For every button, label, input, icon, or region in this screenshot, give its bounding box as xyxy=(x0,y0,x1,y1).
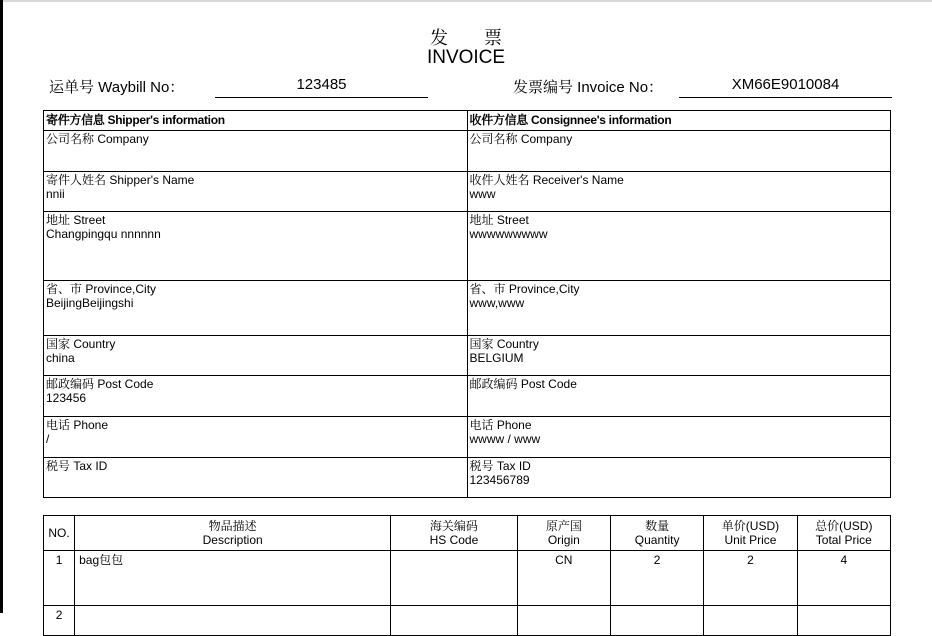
col-hs-header xyxy=(391,516,517,551)
header-en: Total Price xyxy=(815,533,872,547)
title-cn: 发票 xyxy=(430,28,538,48)
consignee-province: www,www xyxy=(469,296,525,310)
header-en: Description xyxy=(202,533,263,547)
waybill-label: 运单号 Waybill No： xyxy=(49,79,185,96)
field-label: 公司名称 Company xyxy=(46,132,149,146)
consignee-country-cell xyxy=(467,336,891,376)
shipper-name-cell xyxy=(44,172,468,212)
row-quantity xyxy=(610,606,703,636)
row-no: 1 xyxy=(44,551,75,606)
col-origin-header xyxy=(517,516,610,551)
field-label: 税号 Tax ID xyxy=(469,459,531,473)
consignee-name-cell xyxy=(467,172,891,212)
field-label: 电话 Phone xyxy=(469,418,532,432)
field-label: 省、市 Province,City xyxy=(46,282,157,296)
header-cn: 数量 xyxy=(645,519,670,533)
field-label: 国家 Country xyxy=(46,337,116,351)
shipper-country-cell xyxy=(44,336,468,376)
col-total-header xyxy=(797,516,890,551)
row-total-price: 4 xyxy=(797,551,890,606)
consignee-heading: 收件方信息 Consignnee's information xyxy=(467,111,891,131)
col-no-header: NO. xyxy=(44,516,75,551)
page-left-edge xyxy=(0,0,3,613)
header-en: Origin xyxy=(547,533,580,547)
field-label: 电话 Phone xyxy=(46,418,109,432)
consignee-postcode-cell xyxy=(467,376,891,417)
page-top-edge xyxy=(0,0,932,2)
field-label: 邮政编码 Post Code xyxy=(46,377,154,391)
field-label: 寄件人姓名 Shipper's Name xyxy=(46,173,195,187)
row-description xyxy=(75,606,391,636)
header-cn: 原产国 xyxy=(545,519,582,533)
shipper-postcode: 123456 xyxy=(46,391,87,405)
consignee-name: www xyxy=(469,187,496,201)
header-cn: 物品描述 xyxy=(208,519,257,533)
invoice-value: XM66E9010084 xyxy=(679,76,892,98)
consignee-province-cell xyxy=(467,281,891,336)
consignee-country: BELGIUM xyxy=(469,351,524,365)
shipper-street: Changpingqu nnnnnn xyxy=(46,227,161,241)
shipper-heading: 寄件方信息 Shipper's information xyxy=(44,111,468,131)
consignee-company-cell xyxy=(467,131,891,172)
header-cn: 单价(USD) xyxy=(721,519,780,533)
col-desc-header xyxy=(75,516,391,551)
field-label: 税号 Tax ID xyxy=(46,459,108,473)
shipper-street-cell xyxy=(44,212,468,281)
header-en: HS Code xyxy=(429,533,479,547)
row-hs-code xyxy=(391,551,517,606)
consignee-phone: wwww / www xyxy=(469,432,541,446)
field-label: 地址 Street xyxy=(46,213,106,227)
consignee-taxid-cell xyxy=(467,458,891,498)
table-row xyxy=(44,606,891,636)
row-quantity: 2 xyxy=(610,551,703,606)
shipper-name: nnii xyxy=(46,187,65,201)
field-label: 省、市 Province,City xyxy=(469,282,580,296)
field-label: 收件人姓名 Receiver's Name xyxy=(469,173,624,187)
shipper-company-cell xyxy=(44,131,468,172)
consignee-street: wwwwwwwww xyxy=(469,227,548,241)
header-cn: 海关编码 xyxy=(429,519,478,533)
row-total-price xyxy=(797,606,890,636)
consignee-taxid: 123456789 xyxy=(469,473,530,487)
row-origin: CN xyxy=(517,551,610,606)
col-unit-header xyxy=(704,516,797,551)
row-unit-price: 2 xyxy=(704,551,797,606)
header-en: Quantity xyxy=(634,533,680,547)
row-hs-code xyxy=(391,606,517,636)
waybill-value: 123485 xyxy=(215,76,428,98)
consignee-phone-cell xyxy=(467,417,891,458)
row-origin xyxy=(517,606,610,636)
row-unit-price xyxy=(704,606,797,636)
row-description: bag包包 xyxy=(75,551,391,606)
shipper-phone: / xyxy=(46,432,50,446)
items-header-row xyxy=(44,516,891,551)
field-label: 邮政编码 Post Code xyxy=(469,377,577,391)
shipper-province: BeijingBeijingshi xyxy=(46,296,134,310)
consignee-street-cell xyxy=(467,212,891,281)
field-label: 公司名称 Company xyxy=(469,132,573,146)
title-en: INVOICE xyxy=(426,47,506,68)
items-table xyxy=(43,515,891,636)
field-label: 国家 Country xyxy=(469,337,539,351)
shipper-postcode-cell xyxy=(44,376,468,417)
invoice-label: 发票编号 Invoice No： xyxy=(513,79,664,96)
shipper-province-cell xyxy=(44,281,468,336)
shipper-taxid-cell xyxy=(44,458,468,498)
party-info-table xyxy=(43,110,891,498)
header-cn: 总价(USD) xyxy=(815,519,873,533)
row-no: 2 xyxy=(44,606,75,636)
shipper-phone-cell xyxy=(44,417,468,458)
col-qty-header xyxy=(610,516,703,551)
shipper-country: china xyxy=(46,351,75,365)
header-en: Unit Price xyxy=(724,533,777,547)
table-row xyxy=(44,551,891,606)
field-label: 地址 Street xyxy=(469,213,529,227)
